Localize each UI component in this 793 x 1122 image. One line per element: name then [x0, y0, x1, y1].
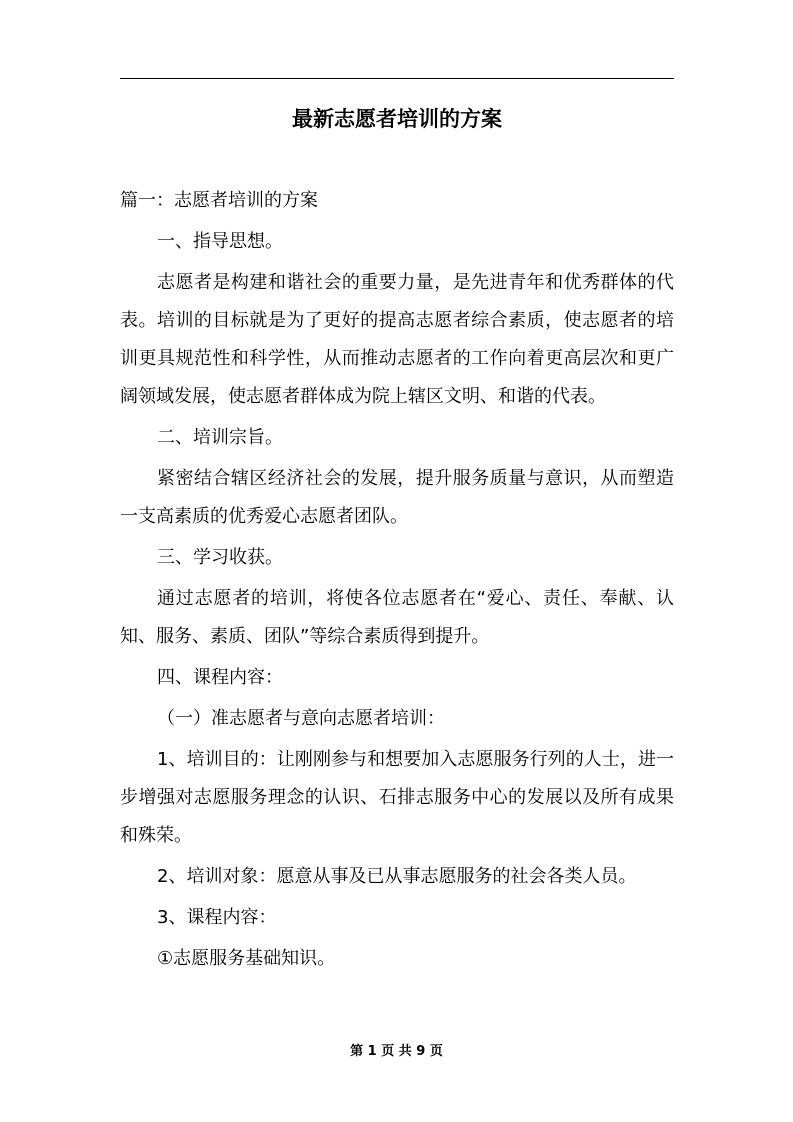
list-item-volunteer-basics: ①志愿服务基础知识。	[157, 948, 336, 969]
section-heading-part-one: 篇一：志愿者培训的方案	[120, 190, 318, 211]
document-body	[120, 182, 674, 981]
subheading-prospective-volunteer-training: （一）准志愿者与意向志愿者培训：	[157, 708, 445, 729]
paragraph-learning-outcomes: 通过志愿者的培训，将使各位志愿者在“爱心、责任、奉献、认知、服务、素质、团队”等综合素质得到提升。	[120, 588, 674, 647]
paragraph-training-purpose: 紧密结合辖区经济社会的发展，提升服务质量与意识，从而塑造一支高素质的优秀爱心志愿者团队。	[120, 468, 674, 527]
paragraph-guiding-ideology: 志愿者是构建和谐社会的重要力量，是先进青年和优秀群体的代表。培训的目标就是为了更好的提高志愿者综合素质，使志愿者的培训更具规范性和科学性，从而推动志愿者的工作向着更高层次和更广阔领域发展，使志愿者群体成为院上辖区文明、和谐的代表。	[120, 272, 674, 407]
heading-training-purpose: 二、培训宗旨。	[157, 427, 283, 448]
heading-guiding-ideology: 一、指导思想。	[157, 231, 283, 252]
page-number: 第 1 页 共 9 页	[350, 1044, 443, 1059]
paragraph-training-audience: 2、培训对象：愿意从事及已从事志愿服务的社会各类人员。	[157, 866, 637, 887]
document-title: 最新志愿者培训的方案	[292, 107, 502, 131]
heading-learning-outcomes: 三、学习收获。	[157, 547, 283, 568]
header-rule	[120, 78, 674, 79]
paragraph-course-content-label: 3、课程内容：	[157, 907, 277, 928]
paragraph-training-goal: 1、培训目的：让刚刚参与和想要加入志愿服务行列的人士，进一步增强对志愿服务理念的认识、石排志服务中心的发展以及所有成果和殊荣。	[120, 749, 674, 846]
heading-course-content: 四、课程内容：	[157, 667, 283, 688]
